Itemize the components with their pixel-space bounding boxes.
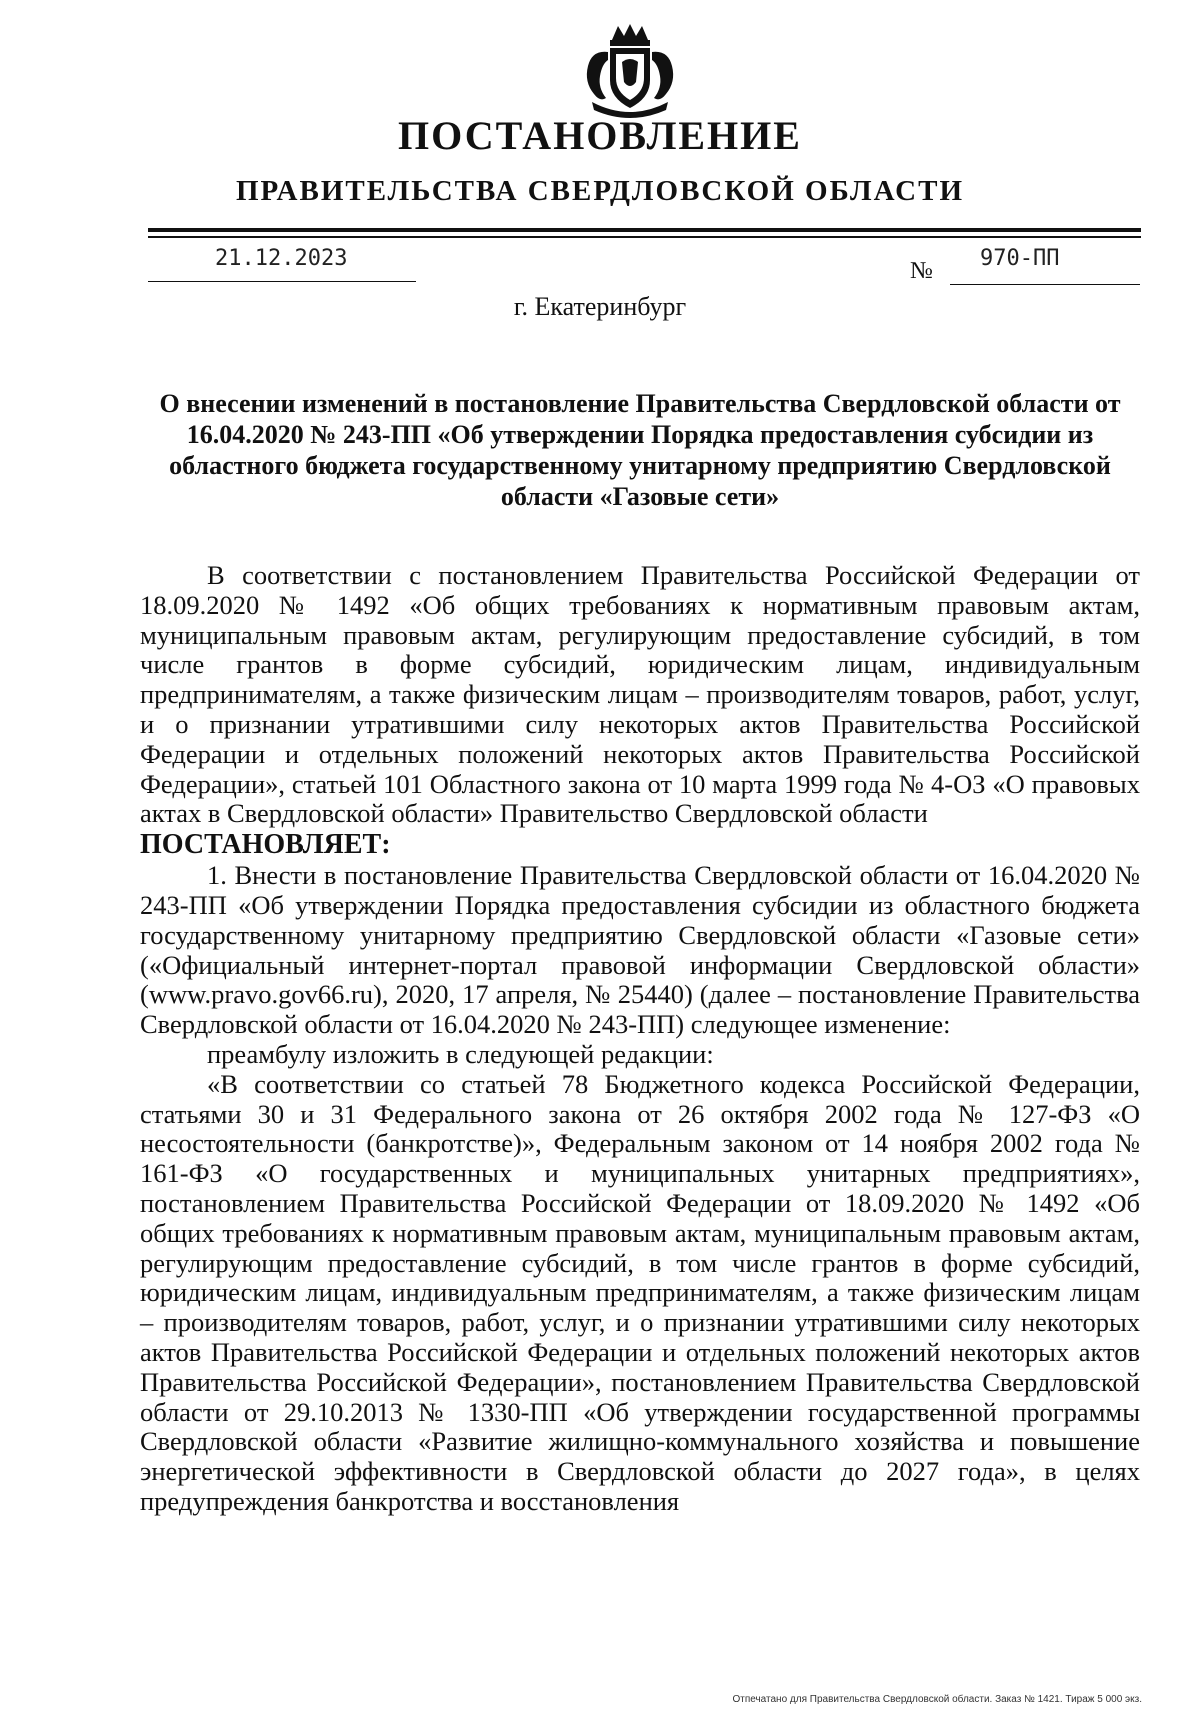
document-date: 21.12.2023: [215, 246, 348, 271]
item-1-paragraph: 1. Внести в постановление Правительства Свердловской области от 16.04.2020 № 243-ПП «Об утверждении Порядка предоставления субсидии из областного бюджета государственному унитарному предприятию Свердловской области «Газовые сети» («Официальный интернет-портал правовой информации Свердловской области» (www.pravo.gov66.ru), 2020, 17 апреля, № 25440) (далее – постановление Правительства Свердловской области от 16.04.2020 № 243-ПП) следующее изменение:: [140, 860, 1140, 1040]
document-body: [140, 561, 1140, 1517]
print-footer: Отпечатано для Правительства Свердловской области. Заказ № 1421. Тираж 5 000 экз.: [732, 1694, 1142, 1705]
issuer-title: ПРАВИТЕЛЬСТВА СВЕРДЛОВСКОЙ ОБЛАСТИ: [235, 175, 965, 207]
preamble-paragraph: В соответствии с постановлением Правительства Российской Федерации от 18.09.2020 № 1492 «Об общих требованиях к нормативным правовым актам, муниципальным правовым актам, регулирующим предоставление субсидий, в том числе грантов в форме субсидий, юридическим лицам, индивидуальным предпринимателям, а также физическим лицам – производителям товаров, работ, услуг, и о признании утратившими силу некоторых актов Правительства Российской Федерации и отдельных положений некоторых актов Правительства Российской Федерации», статьей 101 Областного закона от 10 марта 1999 года № 4-ОЗ «О правовых актах в Свердловской области» Правительство Свердловской области: [140, 560, 1140, 829]
header-divider-thin: [148, 236, 1141, 238]
new-preamble-paragraph: «В соответствии со статьей 78 Бюджетного кодекса Российской Федерации, статьями 30 и 31 Федерального закона от 26 октября 2002 года № 127-ФЗ «О несостоятельности (банкротстве)», Федеральным законом от 14 ноября 2002 года № 161-ФЗ «О государственных и муниципальных унитарных предприятиях», постановлением Правительства Российской Федерации от 18.09.2020 № 1492 «Об общих требованиях к нормативным правовым актам, муниципальным правовым актам, регулирующим предоставление субсидий, в том числе грантов в форме субсидий, юридическим лицам, индивидуальным предпринимателям, а также физическим лицам – производителям товаров, работ, услуг, и о признании утратившими силу некоторых актов Правительства Российской Федерации и отдельных положений некоторых актов Правительства Российской Федерации», постановлением Правительства Свердловской области от 29.10.2013 № 1330-ПП «Об утверждении государственной программы Свердловской области «Развитие жилищно-коммунального хозяйства и повышение энергетической эффективности в Свердловской области до 2027 года», в целях предупреждения банкротства и восстановления: [140, 1068, 1140, 1516]
date-underline: [148, 281, 416, 282]
instruction-paragraph: преамбулу изложить в следующей редакции:: [207, 1038, 714, 1069]
header-divider: [148, 228, 1141, 232]
document-city: г. Екатеринбург: [513, 292, 687, 321]
number-underline: [950, 284, 1140, 285]
coat-of-arms-emblem: [570, 22, 690, 122]
number-sign: №: [910, 258, 933, 284]
document-title: ПОСТАНОВЛЕНИЕ: [398, 113, 802, 158]
resolves-heading: ПОСТАНОВЛЯЕТ:: [140, 829, 391, 861]
document-heading: О внесении изменений в постановление Правительства Свердловской области от 16.04.2020 № 243-ПП «Об утверждении Порядка предоставления субсидии из областного бюджета государственному унитарному предприятию Свердловской области «Газовые сети»: [159, 389, 1121, 511]
document-number: 970-ПП: [980, 246, 1060, 271]
